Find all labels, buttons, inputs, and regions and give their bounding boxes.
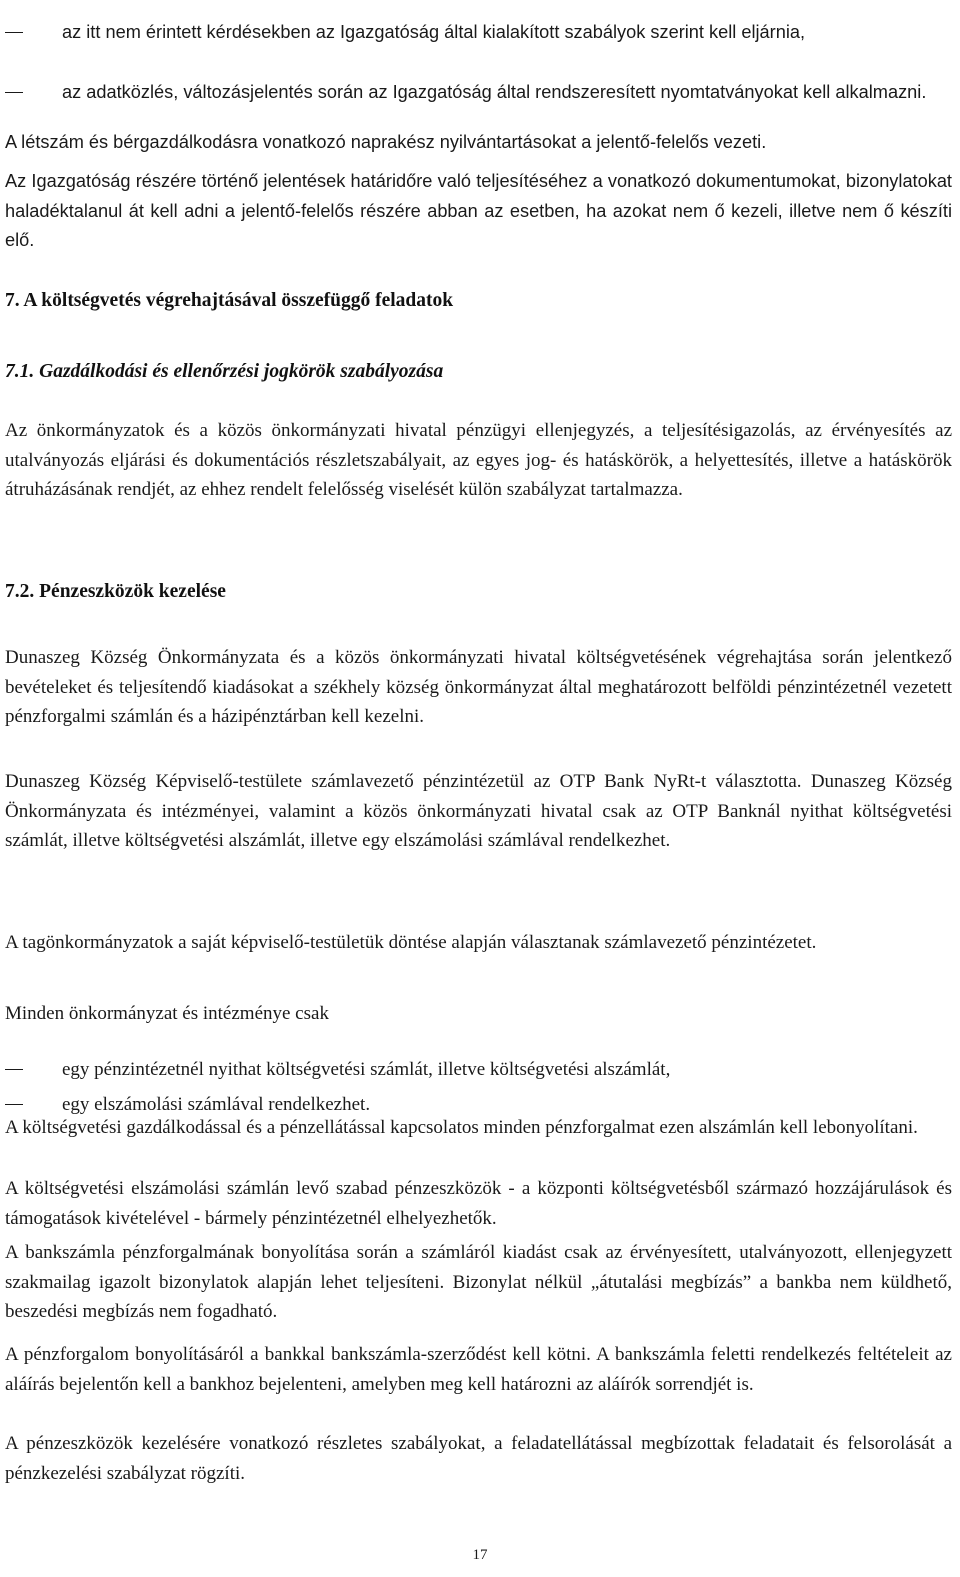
paragraph-bankszamla: A bankszámla pénzforgalmának bonyolítása során a számláról kiadást csak az érvényesített, utalványozott, ellenjegyzett szakmailag igazolt bizonylatok alapján lehet teljesíteni. Bizonylat nélkül „átutalási megbízás” a bankba nem küldhető, beszedési megbízás nem fogadható. [5, 1242, 952, 1323]
paragraph-minden: Minden önkormányzat és intézménye csak [5, 1003, 329, 1024]
paragraph-7-2-b: Dunaszeg Község Képviselő-testülete számlavezető pénzintézetül az OTP Bank NyRt-t választotta. Dunaszeg Község Önkormányzata és intézményei, valamint a közös önkormányzati hivatal csak az OTP Banknál nyithat költségvetési számlát, illetve költségvetési alszámlát, illetve egy elszámolási számlával rendelkezhet. [5, 771, 952, 852]
paragraph-penzeszkozok: A pénzeszközök kezelésére vonatkozó részletes szabályokat, a feladatellátással megbízottak feladatait és felsorolását a pénzkezelési szabályzat rögzíti. [5, 1433, 952, 1484]
section-heading-7-1: 7.1. Gazdálkodási és ellenőrzési jogkörök szabályozása [5, 361, 444, 382]
bullet-item: egy elszámolási számlával rendelkezhet. [62, 1090, 952, 1120]
bullet-item: egy pénzintézetnél nyithat költségvetési számlát, illetve költségvetési alszámlát, [62, 1055, 952, 1085]
page-number: 17 [472, 1547, 488, 1563]
paragraph-kgv-elszamolasi: A költségvetési elszámolási számlán levő szabad pénzeszközök - a központi költségvetésből származó hozzájárulások és támogatások kivételével - bármely pénzintézetnél elhelyezhetők. [5, 1178, 952, 1229]
paragraph-igazgatosag: Az Igazgatóság részére történő jelentések határidőre való teljesítéséhez a vonatkozó dokumentumokat, bizonylatokat haladéktalanul át kell adni a jelentő-felelős részére abban az esetben, ha azokat nem ő kezeli, illetve nem ő készíti elő. [5, 171, 952, 251]
paragraph-letszam: A létszám és bérgazdálkodásra vonatkozó naprakész nyilvántartásokat a jelentő-felelős vezeti. [5, 132, 767, 152]
section-heading-7-2: 7.2. Pénzeszközök kezelése [5, 581, 226, 602]
bullet-item: az itt nem érintett kérdésekben az Igazgatóság által kialakított szabályok szerint kell eljárnia, [62, 18, 952, 48]
bullet-item: az adatközlés, változásjelentés során az Igazgatóság által rendszeresített nyomtatványokat kell alkalmazni. [62, 78, 952, 108]
section-heading-7: 7. A költségvetés végrehajtásával összefüggő feladatok [5, 290, 454, 311]
paragraph-kgv-gazdalkodas: A költségvetési gazdálkodással és a pénzellátással kapcsolatos minden pénzforgalmat ezen alszámlán kell lebonyolítani. [5, 1117, 918, 1138]
paragraph-7-1: Az önkormányzatok és a közös önkormányzati hivatal pénzügyi ellenjegyzés, a teljesítésigazolás, az érvényesítés az utalványozás eljárási és dokumentációs részletszabályait, az egyes jog- és hatáskörök, a helyettesítés, illetve a hatáskörök átruházásának rendjét, az ehhez rendelt felelősség viselését külön szabályzat tartalmazza. [5, 420, 952, 501]
paragraph-tagonkormanyzatok: A tagönkormányzatok a saját képviselő-testületük döntése alapján választanak számlavezető pénzintézetet. [5, 932, 817, 953]
paragraph-7-2-a: Dunaszeg Község Önkormányzata és a közös önkormányzati hivatal költségvetésének végrehajtása során jelentkező bevételeket és teljesítendő kiadásokat a székhely község önkormányzat által meghatározott belföldi pénzintézetnél vezetett pénzforgalmi számlán és a házipénztárban kell kezelni. [5, 647, 952, 728]
paragraph-penzforgalom: A pénzforgalom bonyolításáról a bankkal bankszámla-szerződést kell kötni. A bankszámla feletti rendelkezés feltételeit az aláírás bejelentőn kell a bankhoz bejelenteni, amelyben meg kell határozni az aláírók sorrendjét is. [5, 1344, 952, 1395]
